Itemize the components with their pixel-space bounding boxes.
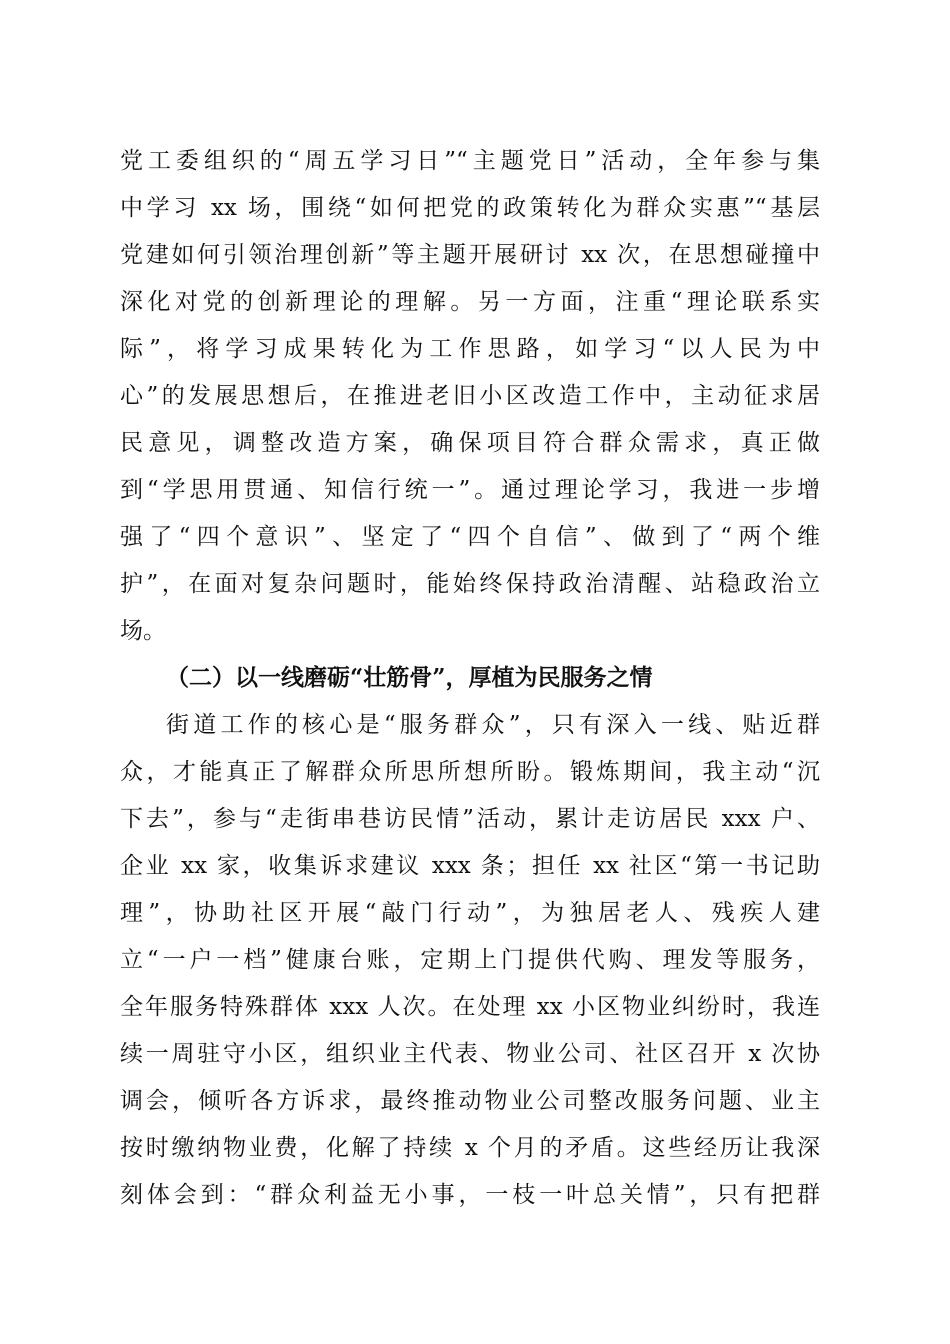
text-line: 场。 (120, 618, 166, 644)
text-line: 心”的发展思想后，在推进老旧小区改造工作中，主动征求居 (120, 383, 820, 409)
text-line: 下去”，参与“走街串巷访民情”活动，累计走访居民 xxx 户、 (120, 806, 820, 832)
text-line: 街道工作的核心是“服务群众”，只有深入一线、贴近群 (166, 712, 820, 738)
section-heading: （二）以一线磨砺“壮筋骨”，厚植为民服务之情 (166, 664, 653, 691)
text-line: 刻体会到：“群众利益无小事，一枝一叶总关情”，只有把群 (120, 1182, 820, 1208)
text-line: 理”，协助社区开展“敲门行动”，为独居老人、残疾人建 (120, 900, 820, 926)
text-line: 按时缴纳物业费，化解了持续 x 个月的矛盾。这些经历让我深 (120, 1135, 820, 1161)
text-line: 立“一户一档”健康台账，定期上门提供代购、理发等服务， (120, 947, 820, 973)
text-line: 调会，倾听各方诉求，最终推动物业公司整改服务问题、业主 (120, 1088, 820, 1114)
text-line: 党建如何引领治理创新”等主题开展研讨 xx 次，在思想碰撞中 (120, 242, 820, 268)
text-line: 际”，将学习成果转化为工作思路，如学习“以人民为中 (120, 336, 820, 362)
text-line: 深化对党的创新理论的理解。另一方面，注重“理论联系实 (120, 289, 820, 315)
text-line: 到“学思用贯通、知信行统一”。通过理论学习，我进一步增 (120, 477, 820, 503)
text-line: 护”，在面对复杂问题时，能始终保持政治清醒、站稳政治立 (120, 571, 820, 597)
text-line: 全年服务特殊群体 xxx 人次。在处理 xx 小区物业纠纷时，我连 (120, 994, 820, 1020)
text-line: 民意见，调整改造方案，确保项目符合群众需求，真正做 (120, 430, 820, 456)
text-line: 企业 xx 家，收集诉求建议 xxx 条；担任 xx 社区“第一书记助 (120, 853, 820, 879)
text-line: 中学习 xx 场，围绕“如何把党的政策转化为群众实惠”“基层 (120, 195, 820, 221)
text-line: 党工委组织的“周五学习日”“主题党日”活动，全年参与集 (120, 148, 820, 174)
text-line: 众，才能真正了解群众所思所想所盼。锻炼期间，我主动“沉 (120, 759, 820, 785)
text-line: 强了“四个意识”、坚定了“四个自信”、做到了“两个维 (120, 524, 820, 550)
text-line: 续一周驻守小区，组织业主代表、物业公司、社区召开 x 次协 (120, 1041, 820, 1067)
